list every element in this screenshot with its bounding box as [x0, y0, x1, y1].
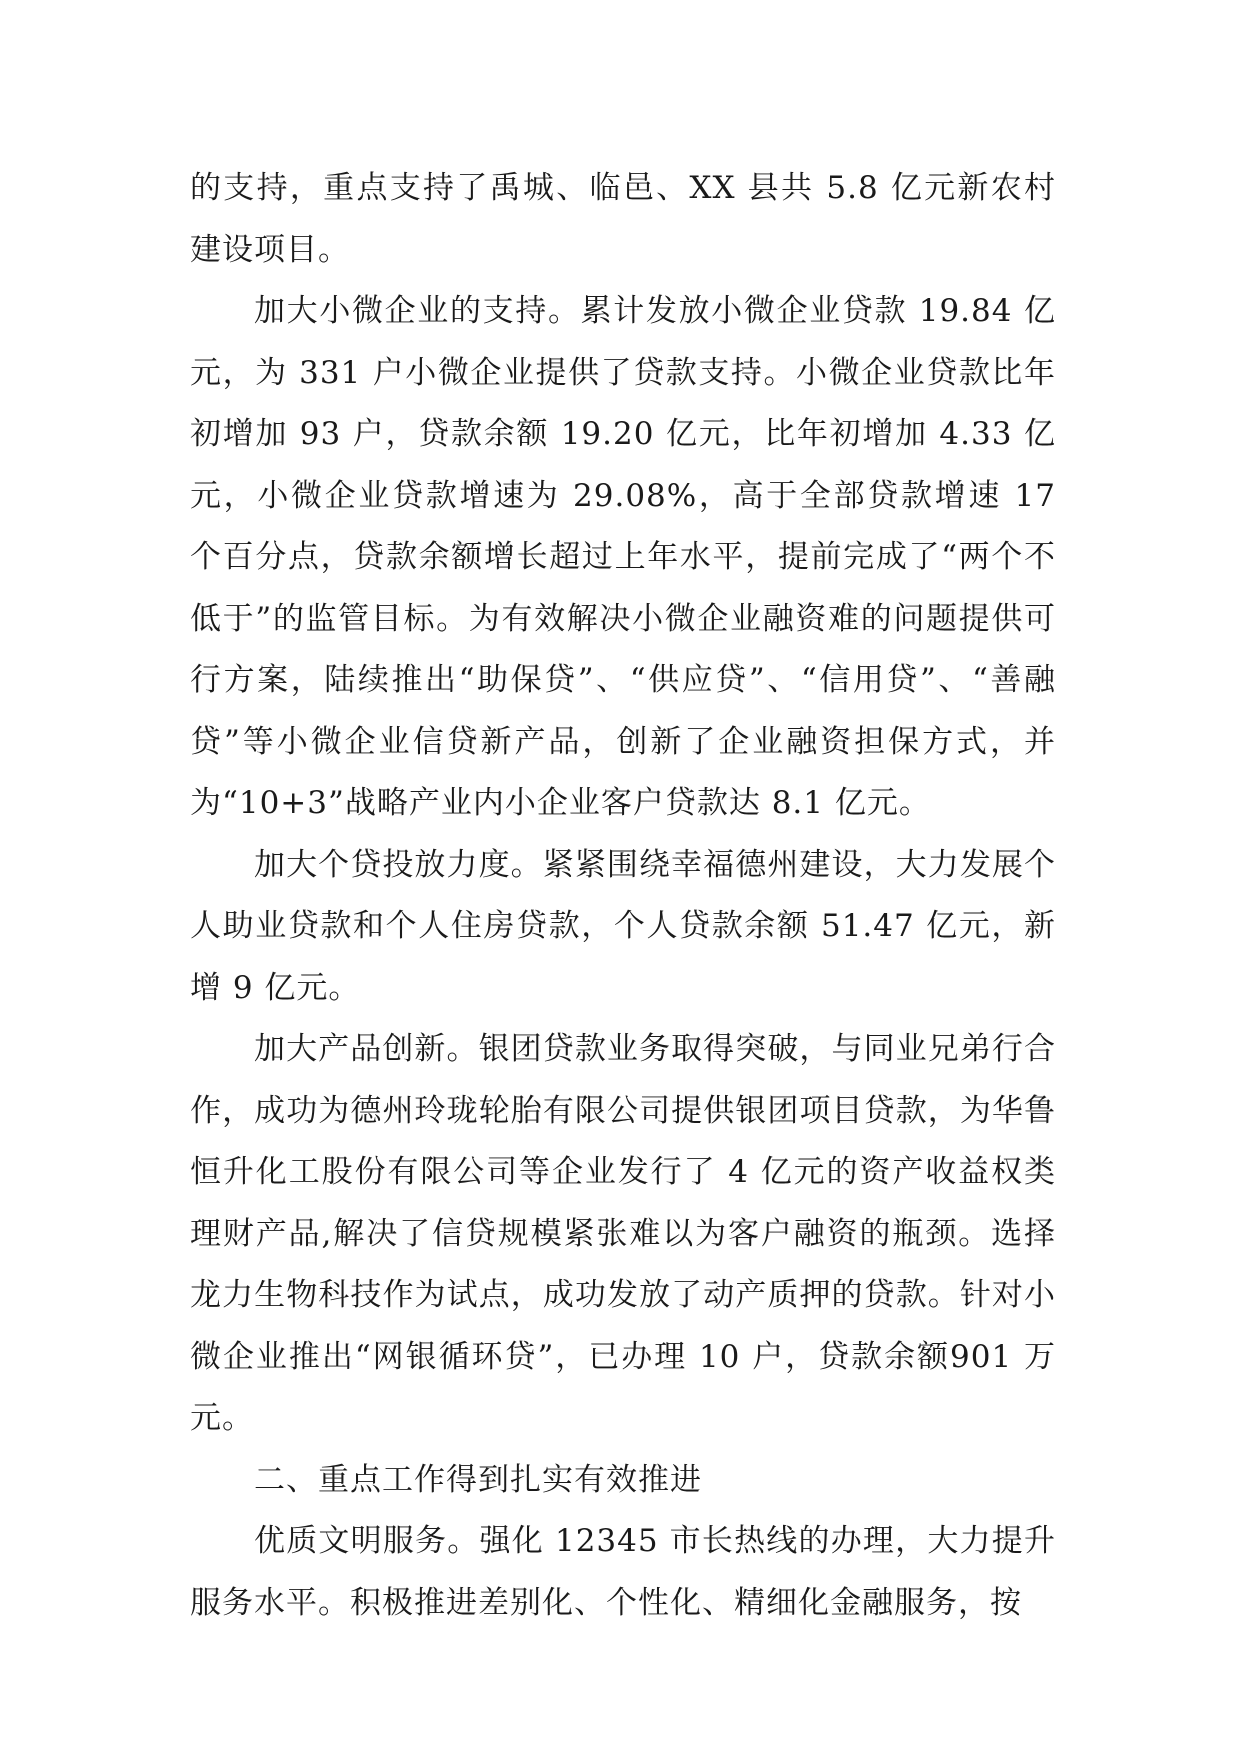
paragraph-continued: 的支持，重点支持了禹城、临邑、XX 县共 5.8 亿元新农村建设项目。: [190, 170, 1056, 268]
paragraph-product-innovation: 加大产品创新。银团贷款业务取得突破，与同业兄弟行合作，成功为德州玲珑轮胎有限公司提供银团项目贷款，为华鲁恒升化工股份有限公司等企业发行了 4 亿元的资产收益权类理财产品,解决了信贷规模紧张难以为客户融资的瓶颈。选择龙力生物科技作为试点，成功发放了动产质押的贷款。针对小微企业推出“网银循环贷”，已办理 10 户，贷款余额901 万元。: [190, 1031, 1056, 1436]
paragraph-quality-service: 优质文明服务。强化 12345 市长热线的办理，大力提升服务水平。积极推进差别化、个性化、精细化金融服务，按: [190, 1523, 1056, 1621]
paragraph-small-micro-enterprises: 加大小微企业的支持。累计发放小微企业贷款 19.84 亿元，为 331 户小微企业提供了贷款支持。小微企业贷款比年初增加 93 户，贷款余额 19.20 亿元，比年初增加 4.33 亿元，小微企业贷款增速为 29.08%，高于全部贷款增速 17 个百分点，贷款余额增长超过上年水平，提前完成了“两个不低于”的监管目标。为有效解决小微企业融资难的问题提供可行方案，陆续推出“助保贷”、“供应贷”、“信用贷”、“善融贷”等小微企业信贷新产品，创新了企业融资担保方式，并为“10+3”战略产业内小企业客户贷款达 8.1 亿元。: [190, 293, 1067, 821]
document-body: [190, 158, 1067, 1634]
section-heading: 二、重点工作得到扎实有效推进: [254, 1461, 702, 1498]
paragraph-personal-loans: 加大个贷投放力度。紧紧围绕幸福德州建设，大力发展个人助业贷款和个人住房贷款，个人贷款余额 51.47 亿元，新增 9 亿元。: [190, 846, 1056, 1006]
